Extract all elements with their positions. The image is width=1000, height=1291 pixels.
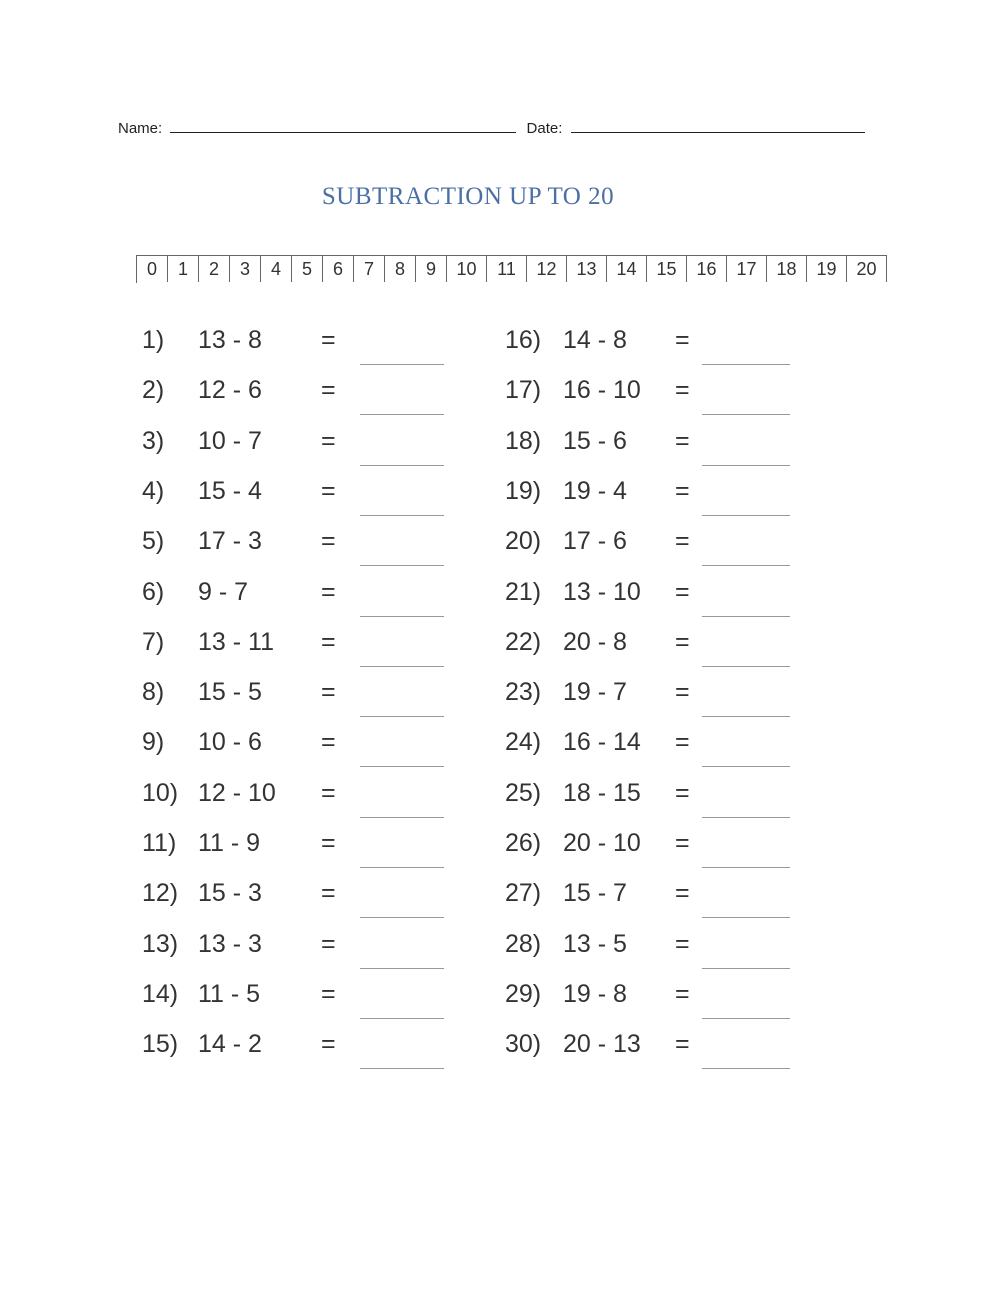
problem-expression: 11 - 5: [198, 979, 261, 1008]
equals-sign: =: [675, 376, 690, 405]
number-line-cell: 10: [447, 256, 487, 282]
problem-expression: 20 - 13: [563, 1030, 641, 1059]
answer-blank[interactable]: [702, 616, 790, 617]
problem-number: 28): [505, 929, 542, 958]
problem-number: 21): [505, 577, 542, 606]
problem-expression: 15 - 7: [563, 879, 627, 908]
equals-sign: =: [321, 829, 336, 857]
problem-row: [505, 821, 805, 871]
problem-row: [142, 519, 442, 569]
answer-blank[interactable]: [360, 364, 444, 365]
problem-row: [505, 519, 805, 569]
problem-row: [505, 318, 805, 368]
equals-sign: =: [675, 778, 690, 807]
number-line-cell: 13: [567, 256, 607, 282]
number-line-cell: 16: [687, 256, 727, 282]
equals-sign: =: [321, 929, 336, 958]
equals-sign: =: [675, 627, 690, 656]
name-field[interactable]: [170, 118, 516, 133]
problem-expression: 9 - 7: [198, 577, 249, 606]
problem-expression: 12 - 10: [198, 778, 276, 807]
problem-expression: 16 - 14: [563, 728, 641, 757]
date-field[interactable]: [571, 118, 865, 133]
name-label: Name:: [118, 120, 163, 137]
answer-blank[interactable]: [360, 565, 444, 566]
equals-sign: =: [321, 527, 336, 556]
number-line-cell: 9: [416, 256, 447, 282]
problem-expression: 13 - 3: [198, 929, 262, 958]
number-line-cell: 14: [607, 256, 647, 282]
answer-blank[interactable]: [702, 414, 790, 415]
answer-blank[interactable]: [702, 515, 790, 516]
problem-number: 3): [142, 426, 165, 455]
problem-expression: 19 - 8: [563, 979, 627, 1008]
problem-number: 2): [142, 376, 165, 405]
equals-sign: =: [321, 627, 336, 656]
problem-number: 5): [142, 527, 165, 556]
equals-sign: =: [675, 1030, 690, 1059]
problem-expression: 13 - 11: [198, 627, 274, 656]
equals-sign: =: [675, 728, 690, 757]
answer-blank[interactable]: [702, 968, 790, 969]
problem-row: [505, 922, 805, 972]
problem-expression: 19 - 4: [563, 476, 627, 505]
problem-number: 26): [505, 829, 542, 857]
problem-number: 8): [142, 678, 165, 707]
problem-number: 4): [142, 476, 165, 505]
problem-row: [505, 469, 805, 519]
equals-sign: =: [675, 326, 690, 354]
number-line-cell: 6: [323, 256, 354, 282]
problem-expression: 15 - 5: [198, 678, 262, 707]
equals-sign: =: [321, 577, 336, 606]
problem-number: 17): [505, 376, 542, 405]
number-line-cell: 0: [137, 256, 168, 282]
problem-number: 9): [142, 728, 165, 757]
problem-expression: 20 - 10: [563, 829, 641, 857]
problem-expression: 16 - 10: [563, 376, 641, 405]
problem-row: [142, 771, 442, 821]
problem-number: 16): [505, 326, 542, 354]
equals-sign: =: [321, 376, 336, 405]
number-line-cell: 3: [230, 256, 261, 282]
answer-blank[interactable]: [702, 666, 790, 667]
problem-row: [505, 1022, 805, 1072]
problem-expression: 10 - 7: [198, 426, 262, 455]
problem-row: [142, 871, 442, 921]
problem-expression: 17 - 3: [198, 527, 262, 556]
problem-row: [505, 771, 805, 821]
problem-expression: 14 - 2: [198, 1030, 262, 1059]
problem-number: 20): [505, 527, 542, 556]
problem-row: [142, 720, 442, 770]
problem-row: [142, 469, 442, 519]
problem-row: [142, 922, 442, 972]
answer-blank[interactable]: [360, 968, 444, 969]
date-label: Date:: [526, 120, 563, 137]
problem-number: 23): [505, 678, 542, 707]
equals-sign: =: [321, 326, 336, 354]
problem-number: 24): [505, 728, 542, 757]
problem-expression: 19 - 7: [563, 678, 627, 707]
problem-number: 19): [505, 476, 542, 505]
problem-expression: 15 - 6: [563, 426, 627, 455]
problem-expression: 14 - 8: [563, 326, 627, 354]
answer-blank[interactable]: [702, 1068, 790, 1069]
number-line-cell: 20: [847, 256, 887, 282]
equals-sign: =: [321, 678, 336, 707]
number-line-cell: 8: [385, 256, 416, 282]
number-line-cell: 5: [292, 256, 323, 282]
equals-sign: =: [675, 929, 690, 958]
problem-expression: 13 - 8: [198, 326, 262, 354]
problem-number: 13): [142, 929, 179, 958]
equals-sign: =: [675, 527, 690, 556]
problem-expression: 13 - 5: [563, 929, 627, 958]
answer-blank[interactable]: [360, 465, 444, 466]
problem-row: [505, 720, 805, 770]
number-line-cell: 15: [647, 256, 687, 282]
equals-sign: =: [675, 678, 690, 707]
problem-row: [142, 620, 442, 670]
answer-blank[interactable]: [702, 364, 790, 365]
answer-blank[interactable]: [360, 1018, 444, 1019]
answer-blank[interactable]: [360, 515, 444, 516]
problem-row: [505, 972, 805, 1022]
problem-row: [505, 871, 805, 921]
equals-sign: =: [321, 879, 336, 908]
problem-row: [505, 419, 805, 469]
answer-blank[interactable]: [360, 817, 444, 818]
equals-sign: =: [321, 1030, 336, 1059]
problem-row: [142, 670, 442, 720]
problem-row: [505, 570, 805, 620]
number-line: [136, 255, 887, 283]
answer-blank[interactable]: [360, 616, 444, 617]
problem-number: 30): [505, 1030, 542, 1059]
problem-row: [142, 570, 442, 620]
equals-sign: =: [321, 728, 336, 757]
problem-row: [505, 368, 805, 418]
answer-blank[interactable]: [360, 414, 444, 415]
answer-blank[interactable]: [702, 867, 790, 868]
worksheet-title: SUBTRACTION UP TO 20: [321, 183, 615, 210]
answer-blank[interactable]: [702, 565, 790, 566]
answer-blank[interactable]: [360, 716, 444, 717]
problem-number: 25): [505, 778, 542, 807]
problem-expression: 10 - 6: [198, 728, 262, 757]
problem-row: [142, 972, 442, 1022]
answer-blank[interactable]: [360, 867, 444, 868]
problem-row: [505, 620, 805, 670]
equals-sign: =: [321, 426, 336, 455]
header-fields: [118, 118, 865, 137]
problem-row: [142, 419, 442, 469]
equals-sign: =: [675, 426, 690, 455]
problem-expression: 12 - 6: [198, 376, 262, 405]
problem-number: 18): [505, 426, 542, 455]
problem-number: 12): [142, 879, 179, 908]
problem-expression: 15 - 4: [198, 476, 262, 505]
number-line-cell: 12: [527, 256, 567, 282]
problem-number: 27): [505, 879, 542, 908]
problem-number: 29): [505, 979, 542, 1008]
answer-blank[interactable]: [360, 1068, 444, 1069]
number-line-cell: 11: [487, 256, 527, 282]
problem-number: 6): [142, 577, 165, 606]
equals-sign: =: [675, 879, 690, 908]
equals-sign: =: [675, 476, 690, 505]
problem-row: [142, 821, 442, 871]
equals-sign: =: [675, 829, 690, 857]
number-line-cell: 2: [199, 256, 230, 282]
number-line-cell: 4: [261, 256, 292, 282]
equals-sign: =: [321, 979, 336, 1008]
answer-blank[interactable]: [360, 917, 444, 918]
problem-expression: 18 - 15: [563, 778, 641, 807]
equals-sign: =: [675, 979, 690, 1008]
problem-expression: 11 - 9: [198, 829, 261, 857]
answer-blank[interactable]: [702, 817, 790, 818]
problem-number: 1): [142, 326, 165, 354]
answer-blank[interactable]: [702, 716, 790, 717]
equals-sign: =: [321, 778, 336, 807]
answer-blank[interactable]: [702, 465, 790, 466]
number-line-cell: 18: [767, 256, 807, 282]
problem-number: 22): [505, 627, 542, 656]
number-line-cell: 17: [727, 256, 767, 282]
answer-blank[interactable]: [360, 766, 444, 767]
problem-row: [505, 670, 805, 720]
problem-expression: 15 - 3: [198, 879, 262, 908]
answer-blank[interactable]: [360, 666, 444, 667]
answer-blank[interactable]: [702, 917, 790, 918]
answer-blank[interactable]: [702, 766, 790, 767]
equals-sign: =: [675, 577, 690, 606]
problem-number: 14): [142, 979, 179, 1008]
problem-number: 11): [142, 829, 177, 857]
problem-number: 15): [142, 1030, 179, 1059]
number-line-cell: 7: [354, 256, 385, 282]
problem-expression: 20 - 8: [563, 627, 627, 656]
problem-row: [142, 318, 442, 368]
number-line-cell: 1: [168, 256, 199, 282]
problem-number: 10): [142, 778, 179, 807]
problem-expression: 17 - 6: [563, 527, 627, 556]
problem-row: [142, 368, 442, 418]
problem-expression: 13 - 10: [563, 577, 641, 606]
number-line-cell: 19: [807, 256, 847, 282]
problem-row: [142, 1022, 442, 1072]
problem-number: 7): [142, 627, 165, 656]
equals-sign: =: [321, 476, 336, 505]
answer-blank[interactable]: [702, 1018, 790, 1019]
